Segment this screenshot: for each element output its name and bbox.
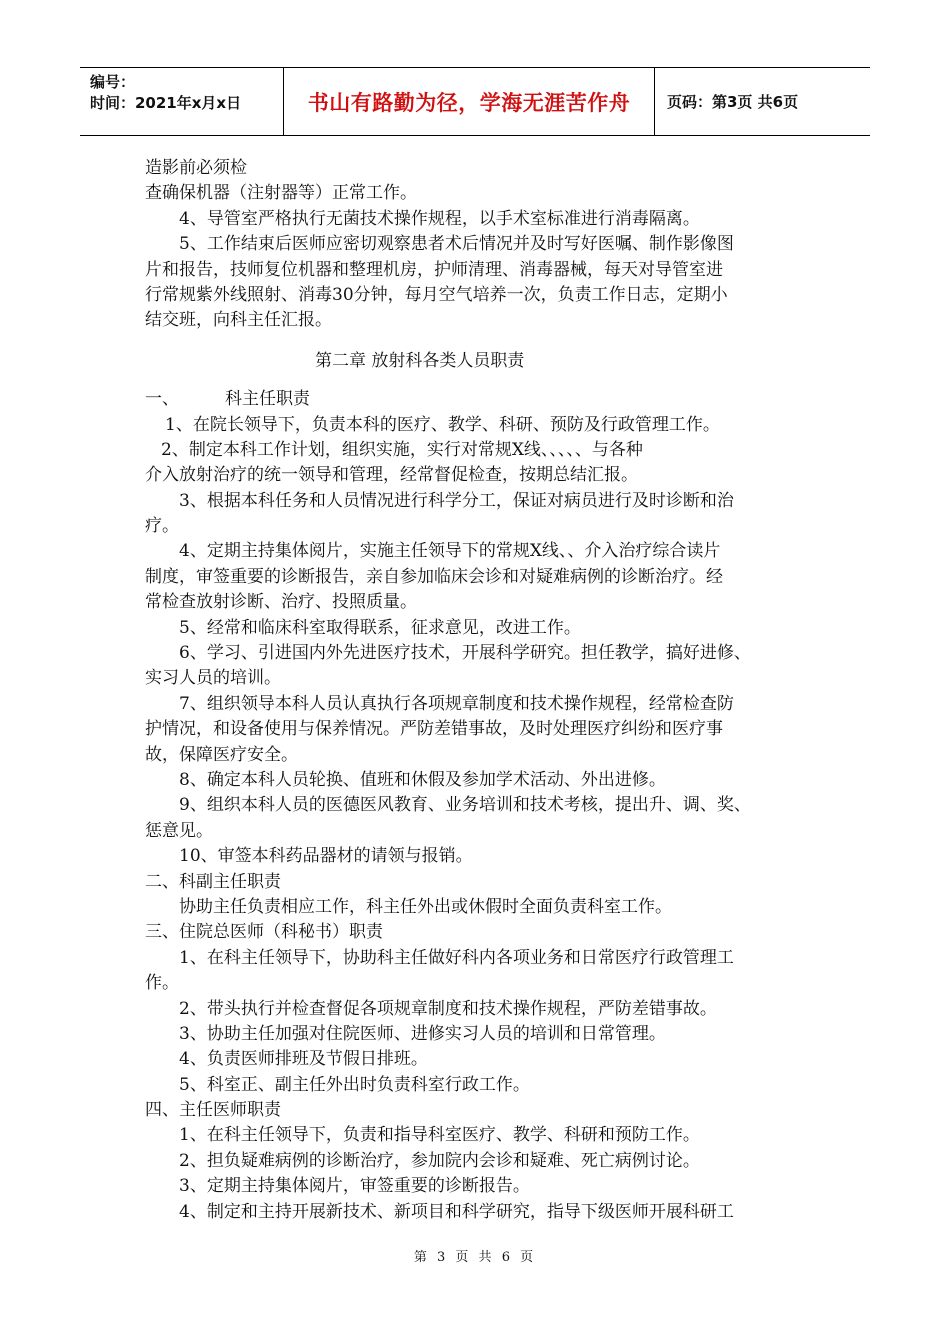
text-line: 实习人员的培训。 <box>145 668 281 689</box>
header-motto: 书山有路勤为径，学海无涯苦作舟 <box>283 68 655 135</box>
section-number: 一、 <box>145 389 179 410</box>
text-line: 4、制定和主持开展新技术、新项目和科学研究，指导下级医师开展科研工 <box>179 1201 734 1222</box>
text-line: 片和报告，技师复位机器和整理机房，护师清理、消毒器械，每天对导管室进 <box>145 259 723 280</box>
text-line: 常检查放射诊断、治疗、投照质量。 <box>145 592 417 613</box>
text-line: 2、担负疑难病例的诊断治疗，参加院内会诊和疑难、死亡病例讨论。 <box>179 1150 700 1171</box>
text-line: 5、经常和临床科室取得联系，征求意见，改进工作。 <box>179 617 581 638</box>
text-line: 行常规紫外线照射、消毒30分钟，每月空气培养一次，负责工作日志，定期小 <box>145 284 728 305</box>
text-line: 2、制定本科工作计划，组织实施，实行对常规X线、、、、、与各种 <box>161 439 643 460</box>
text-line: 1、在科主任领导下，协助科主任做好科内各项业务和日常医疗行政管理工 <box>179 947 734 968</box>
text-line: 疗。 <box>145 516 179 537</box>
text-line: 7、组织领导本科人员认真执行各项规章制度和技术操作规程，经常检查防 <box>179 693 734 714</box>
text-line: 作。 <box>145 973 179 994</box>
text-line: 3、根据本科任务和人员情况进行科学分工，保证对病员进行及时诊断和治 <box>179 490 734 511</box>
text-line: 护情况，和设备使用与保养情况。严防差错事故，及时处理医疗纠纷和医疗事 <box>145 719 723 740</box>
text-line: 9、组织本科人员的医德医风教育、业务培训和技术考核，提出升、调、奖、 <box>179 795 751 816</box>
text-line: 介入放射治疗的统一领导和管理，经常督促检查，按期总结汇报。 <box>145 465 638 486</box>
text-line: 3、定期主持集体阅片，审签重要的诊断报告。 <box>179 1176 530 1197</box>
text-line: 4、负责医师排班及节假日排班。 <box>179 1049 428 1070</box>
document-number-label: 编号： <box>90 73 136 91</box>
text-line: 2、带头执行并检查督促各项规章制度和技术操作规程，严防差错事故。 <box>179 998 717 1019</box>
header-meta <box>80 68 283 135</box>
page-header <box>80 67 870 136</box>
text-line: 查确保机器（注射器等）正常工作。 <box>145 183 417 204</box>
section-heading: 三、住院总医师（科秘书）职责 <box>145 922 383 943</box>
text-line: 4、导管室严格执行无菌技术操作规程，以手术室标准进行消毒隔离。 <box>179 208 700 229</box>
text-line: 造影前必须检 <box>145 158 247 178</box>
section-title: 科主任职责 <box>225 389 310 410</box>
text-line: 3、协助主任加强对住院医师、进修实习人员的培训和日常管理。 <box>179 1023 666 1044</box>
chapter-title: 第二章 放射科各类人员职责 <box>315 350 525 371</box>
text-line: 协助主任负责相应工作，科主任外出或休假时全面负责科室工作。 <box>179 896 672 917</box>
text-line: 制度，审签重要的诊断报告，亲自参加临床会诊和对疑难病例的诊断治疗。经 <box>145 566 723 587</box>
text-line: 结交班，向科主任汇报。 <box>145 310 332 331</box>
text-line: 1、在院长领导下，负责本科的医疗、教学、科研、预防及行政管理工作。 <box>165 414 720 435</box>
section-heading: 二、科副主任职责 <box>145 871 281 892</box>
text-line: 5、工作结束后医师应密切观察患者术后情况并及时写好医嘱、制作影像图 <box>179 234 734 255</box>
text-line: 惩意见。 <box>145 820 213 841</box>
document-time-label: 时间：2021年x月x日 <box>90 94 242 112</box>
text-line: 6、学习、引进国内外先进医疗技术，开展科学研究。担任教学，搞好进修、 <box>179 643 751 664</box>
section-heading: 四、主任医师职责 <box>145 1100 281 1121</box>
text-line: 1、在科主任领导下，负责和指导科室医疗、教学、科研和预防工作。 <box>179 1125 700 1146</box>
text-line: 10、审签本科药品器材的请领与报销。 <box>179 846 473 867</box>
section-heading <box>145 387 835 412</box>
text-line: 8、确定本科人员轮换、值班和休假及参加学术活动、外出进修。 <box>179 769 666 790</box>
page-footer: 第 3 页 共 6 页 <box>413 1250 537 1265</box>
document-body <box>145 156 835 1225</box>
text-line: 5、科室正、副主任外出时负责科室行政工作。 <box>179 1074 530 1095</box>
text-line: 4、定期主持集体阅片，实施主任领导下的常规X线、、介入治疗综合读片 <box>179 541 721 562</box>
text-line: 故，保障医疗安全。 <box>145 744 298 765</box>
header-page-number: 页码：第3页 共6页 <box>667 93 799 111</box>
